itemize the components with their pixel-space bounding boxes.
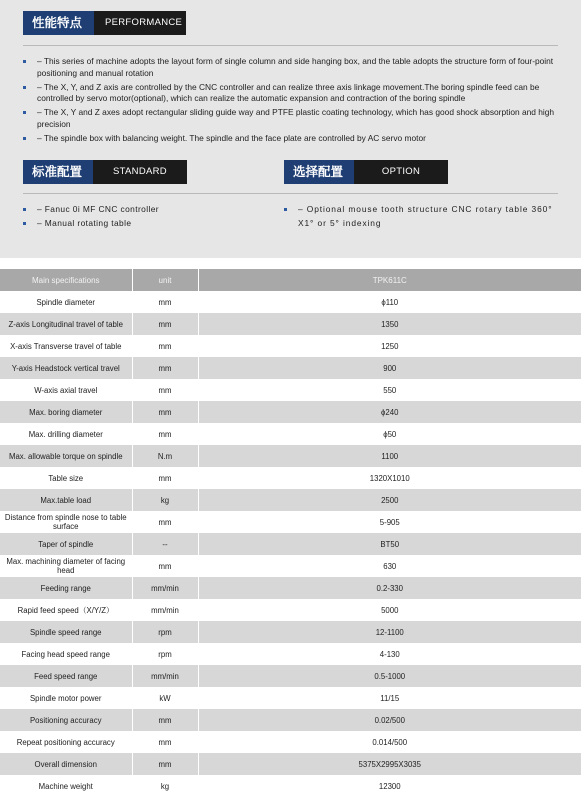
performance-item: – This series of machine adopts the layout form of single column and side hanging box, and the table adopts the structure form of four-point positioning and manual rotation: [23, 56, 563, 79]
table-row: [0, 511, 581, 533]
spec-value-cell: 0.5-1000: [198, 665, 581, 687]
table-row: [0, 445, 581, 467]
table-row: [0, 489, 581, 511]
header-model: TPK611C: [198, 269, 581, 291]
spec-name-cell: Repeat positioning accuracy: [0, 731, 132, 753]
bullet-icon: [23, 208, 26, 211]
spec-name-cell: Max. boring diameter: [0, 401, 132, 423]
spec-unit-cell: mm: [132, 291, 198, 313]
table-row: [0, 401, 581, 423]
option-title-cn: 选择配置: [284, 160, 354, 184]
spec-name-cell: X-axis Transverse travel of table: [0, 335, 132, 357]
spec-unit-cell: rpm: [132, 643, 198, 665]
spec-name-cell: Max. drilling diameter: [0, 423, 132, 445]
spec-value-cell: 1250: [198, 335, 581, 357]
spec-value-cell: 0.2-330: [198, 577, 581, 599]
spec-value-cell: 900: [198, 357, 581, 379]
spec-unit-cell: --: [132, 533, 198, 555]
table-row: [0, 665, 581, 687]
standard-item: – Fanuc 0i MF CNC controller: [23, 202, 273, 216]
table-row: [0, 621, 581, 643]
table-row: [0, 687, 581, 709]
table-row: [0, 775, 581, 797]
spec-name-cell: Taper of spindle: [0, 533, 132, 555]
spec-value-cell: 2500: [198, 489, 581, 511]
table-row: [0, 643, 581, 665]
spec-name-cell: Max. allowable torque on spindle: [0, 445, 132, 467]
divider: [23, 45, 558, 46]
spec-unit-cell: mm: [132, 335, 198, 357]
standard-item: – Manual rotating table: [23, 216, 273, 230]
spec-unit-cell: mm: [132, 379, 198, 401]
table-row: [0, 555, 581, 577]
table-row: [0, 753, 581, 775]
bullet-icon: [284, 208, 287, 211]
option-item: – Optional mouse tooth structure CNC rotary table 360° X1° or 5° indexing: [284, 202, 569, 230]
performance-title-en: PERFORMANCE: [94, 11, 186, 35]
bullet-icon: [23, 222, 26, 225]
spec-value-cell: 1320X1010: [198, 467, 581, 489]
performance-item: – The spindle box with balancing weight. The spindle and the face plate are controlled by AC servo motor: [23, 133, 563, 145]
spec-value-cell: ϕ110: [198, 291, 581, 313]
table-row: [0, 291, 581, 313]
spec-value-cell: 11/15: [198, 687, 581, 709]
spec-value-cell: BT50: [198, 533, 581, 555]
spec-value-cell: 0.014/500: [198, 731, 581, 753]
spec-unit-cell: mm/min: [132, 665, 198, 687]
bullet-icon: [23, 111, 26, 114]
standard-title-cn: 标准配置: [23, 160, 93, 184]
standard-heading: [23, 160, 187, 184]
option-heading: [284, 160, 448, 184]
spec-unit-cell: kW: [132, 687, 198, 709]
standard-list: [23, 202, 273, 230]
spec-unit-cell: mm: [132, 401, 198, 423]
spec-name-cell: Feeding range: [0, 577, 132, 599]
table-row: [0, 357, 581, 379]
spec-value-cell: 5-905: [198, 511, 581, 533]
spec-value-cell: 630: [198, 555, 581, 577]
specifications-table: [0, 269, 581, 797]
spec-name-cell: Facing head speed range: [0, 643, 132, 665]
spec-unit-cell: N.m: [132, 445, 198, 467]
spec-name-cell: Spindle motor power: [0, 687, 132, 709]
spec-unit-cell: mm: [132, 731, 198, 753]
spec-name-cell: Machine weight: [0, 775, 132, 797]
spec-name-cell: Feed speed range: [0, 665, 132, 687]
table-row: [0, 335, 581, 357]
spec-unit-cell: mm/min: [132, 577, 198, 599]
spec-unit-cell: kg: [132, 489, 198, 511]
table-row: [0, 423, 581, 445]
spec-name-cell: Y-axis Headstock vertical travel: [0, 357, 132, 379]
spec-unit-cell: kg: [132, 775, 198, 797]
option-list: [284, 202, 569, 230]
performance-item: – The X, Y and Z axes adopt rectangular sliding guide way and PTFE plastic coating technology, which has good shock absorption and high precision: [23, 107, 563, 130]
spec-name-cell: Overall dimension: [0, 753, 132, 775]
spec-name-cell: W-axis axial travel: [0, 379, 132, 401]
spec-name-cell: Max. machining diameter of facing head: [0, 555, 132, 577]
table-row: [0, 533, 581, 555]
header-unit: unit: [132, 269, 198, 291]
performance-heading: [23, 11, 186, 35]
table-header-row: [0, 269, 581, 291]
standard-title-en: STANDARD: [93, 160, 187, 184]
spec-unit-cell: mm: [132, 423, 198, 445]
table-row: [0, 599, 581, 621]
spec-unit-cell: mm: [132, 511, 198, 533]
performance-title-cn: 性能特点: [23, 11, 94, 35]
table-row: [0, 577, 581, 599]
spec-name-cell: Spindle speed range: [0, 621, 132, 643]
table-row: [0, 709, 581, 731]
spec-unit-cell: mm/min: [132, 599, 198, 621]
spec-name-cell: Spindle diameter: [0, 291, 132, 313]
header-main-specifications: Main specifications: [0, 269, 132, 291]
spec-value-cell: 0.02/500: [198, 709, 581, 731]
spec-name-cell: Positioning accuracy: [0, 709, 132, 731]
spec-value-cell: 12300: [198, 775, 581, 797]
performance-item: – The X, Y, and Z axis are controlled by the CNC controller and can realize three axis linkage movement.The boring spindle feed can be controlled by servo motor(optional), which can realize the automatic expansion and contraction of the boring spindle: [23, 82, 563, 105]
spec-value-cell: 12-1100: [198, 621, 581, 643]
spec-value-cell: 1350: [198, 313, 581, 335]
spec-value-cell: 550: [198, 379, 581, 401]
spec-name-cell: Max.table load: [0, 489, 132, 511]
spec-value-cell: 5375X2995X3035: [198, 753, 581, 775]
spec-value-cell: ϕ240: [198, 401, 581, 423]
table-row: [0, 731, 581, 753]
spec-unit-cell: mm: [132, 709, 198, 731]
spec-name-cell: Z-axis Longitudinal travel of table: [0, 313, 132, 335]
table-row: [0, 379, 581, 401]
spec-unit-cell: mm: [132, 467, 198, 489]
spec-value-cell: 1100: [198, 445, 581, 467]
performance-list: [23, 56, 563, 147]
table-row: [0, 467, 581, 489]
spec-unit-cell: mm: [132, 555, 198, 577]
spec-name-cell: Distance from spindle nose to table surface: [0, 511, 132, 533]
spec-name-cell: Table size: [0, 467, 132, 489]
bullet-icon: [23, 86, 26, 89]
spec-unit-cell: mm: [132, 313, 198, 335]
spec-name-cell: Rapid feed speed（X/Y/Z）: [0, 599, 132, 621]
spec-unit-cell: mm: [132, 357, 198, 379]
table-row: [0, 313, 581, 335]
bullet-icon: [23, 60, 26, 63]
spec-unit-cell: rpm: [132, 621, 198, 643]
spec-value-cell: 4-130: [198, 643, 581, 665]
spec-value-cell: ϕ50: [198, 423, 581, 445]
spec-value-cell: 5000: [198, 599, 581, 621]
option-title-en: OPTION: [354, 160, 448, 184]
divider: [23, 193, 558, 194]
spec-unit-cell: mm: [132, 753, 198, 775]
bullet-icon: [23, 137, 26, 140]
features-panel: [0, 0, 581, 258]
